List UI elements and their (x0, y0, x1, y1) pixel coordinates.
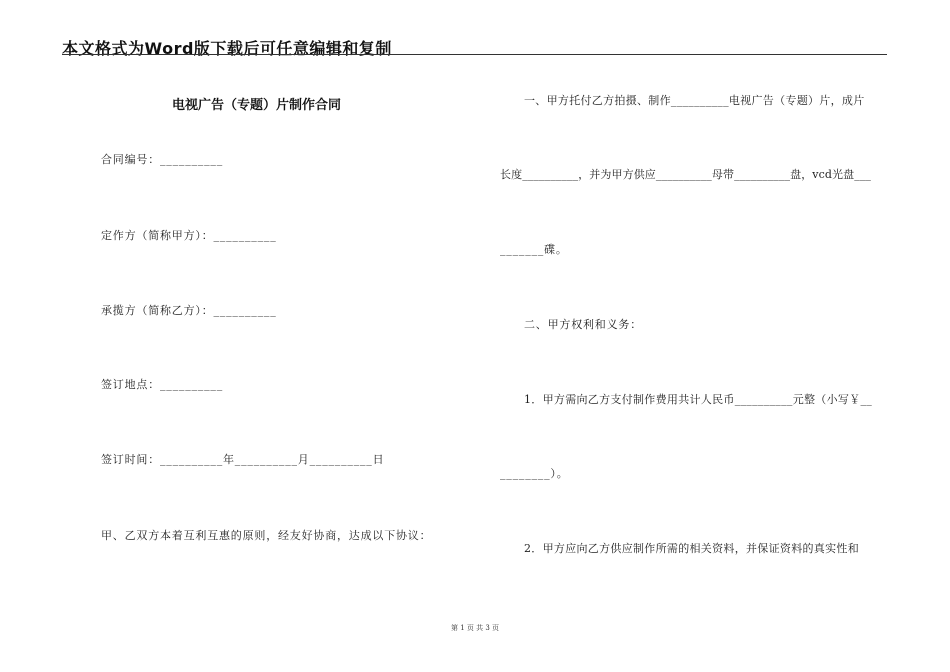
contract-title: 电视广告（专题）片制作合同 (172, 98, 342, 113)
clause-2-item-1-line-1: 1．甲方需向乙方支付制作费用共计人民币__________元整（小写￥__ (524, 393, 873, 406)
party-a-line: 定作方（简称甲方）：__________ (101, 229, 277, 242)
document-banner: 本文格式为Word版下载后可任意编辑和复制 (62, 39, 392, 58)
signing-place-line: 签订地点：__________ (101, 378, 223, 391)
clause-2-heading: 二、甲方权利和义务： (524, 318, 642, 331)
agreement-intro-line: 甲、乙双方本着互利互惠的原则，经友好协商，达成以下协议： (101, 529, 432, 542)
signing-date-line: 签订时间：__________年__________月__________日 (101, 453, 385, 466)
page-number: 第 1 页 共 3 页 (450, 624, 500, 632)
clause-1-line-2: 长度__________，并为甲方供应__________母带__________盘，vcd光盘___ (500, 168, 872, 181)
clause-2-item-2-line-1: 2．甲方应向乙方供应制作所需的相关资料，并保证资料的真实性和 (524, 542, 859, 555)
contract-number-line: 合同编号：__________ (101, 153, 223, 166)
clause-1-line-1: 一、甲方托付乙方拍摄、制作__________电视广告（专题）片，成片 (524, 94, 865, 107)
clause-2-item-1-line-2: ________）。 (500, 467, 569, 480)
header-divider (62, 54, 887, 55)
clause-1-line-3: _______碟。 (500, 243, 568, 256)
party-b-line: 承揽方（简称乙方）：__________ (101, 304, 277, 317)
